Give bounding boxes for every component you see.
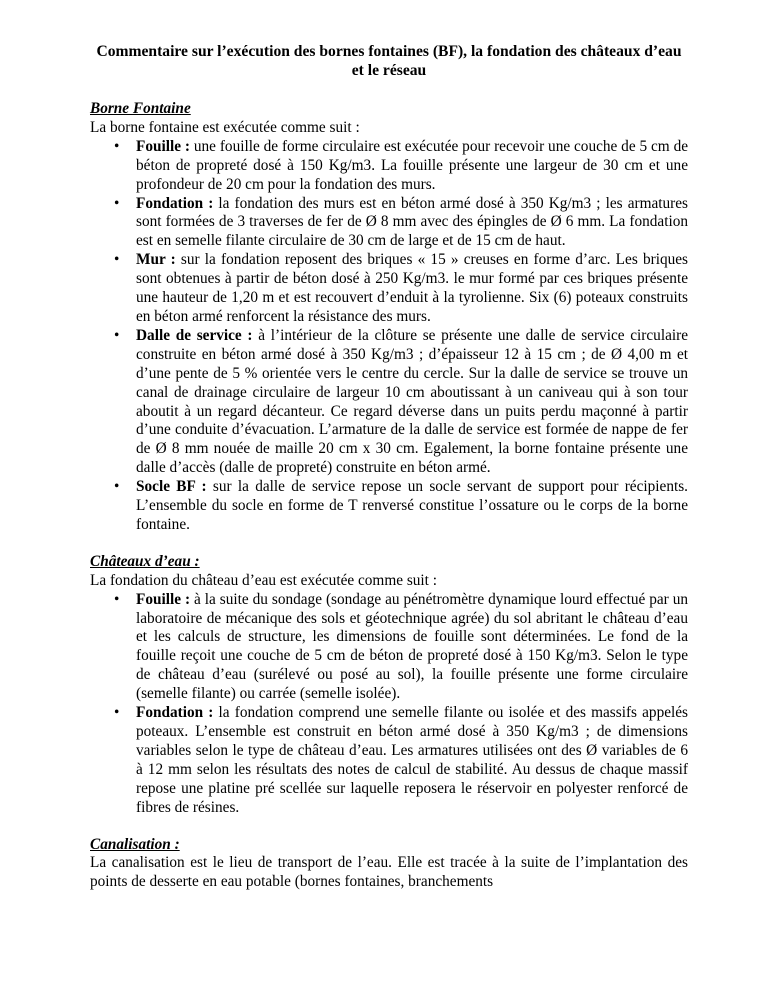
list-item (114, 590, 688, 704)
section-paragraph: La canalisation est le lieu de transport de l’eau. Elle est tracée à la suite de l’implantation des points de desserte en eau potable (bornes fontaines, branchements (90, 854, 688, 891)
item-term: Socle BF : (136, 478, 207, 496)
list-item (114, 137, 689, 195)
bullet-icon: • (114, 478, 120, 496)
item-term: Mur : (136, 251, 176, 269)
item-term: Fouille : (136, 137, 191, 155)
item-text: sur la fondation reposent des briques « 15 » creuses en forme d’arc. Les briques sont obtenues à partir de béton dosé à 250 Kg/m3. le mur formé par ces briques présente une hauteur de 1,20 m et est recouvert d’enduit à la tyrolienne. Six (6) poteaux construits en béton armé renforcent la résistance des murs. (136, 251, 688, 325)
bullet-list (90, 138, 688, 535)
bullet-icon: • (114, 194, 120, 212)
item-text: la fondation des murs est en béton armé dosé à 350 Kg/m3 ; les armatures sont formées de 3 traverses de fer de Ø 8 mm avec des épingles de Ø 6 mm. La fondation est en semelle filante circulaire de 30 cm de large et de 15 cm de haut. (136, 194, 688, 250)
bullet-icon: • (114, 704, 120, 722)
list-item (114, 251, 688, 327)
section-borne-fontaine (90, 100, 688, 535)
item-term: Dalle de service : (136, 326, 253, 344)
item-text: une fouille de forme circulaire est exécutée pour recevoir une couche de 5 cm de béton de propreté dosé à 150 Kg/m3. La fouille présente une largeur de 30 cm et une profondeur de 20 cm pour la fondation des murs. (136, 137, 689, 193)
document-title: Commentaire sur l’exécution des bornes fontaines (BF), la fondation des châteaux d’eau et le réseau (96, 43, 682, 79)
section-intro: La fondation du château d’eau est exécutée comme suit : (90, 571, 438, 589)
section-chateaux-d-eau (90, 553, 688, 818)
bullet-icon: • (114, 251, 120, 269)
item-term: Fouille : (136, 590, 191, 608)
item-text: à la suite du sondage (sondage au pénétromètre dynamique lourd effectué par un laboratoire de mécanique des sols et géotechnique agrée) du sol abritant le château d’eau et les calculs de structure, les dimensions de fouille sont déterminées. Le fond de la fouille reçoit une couche de 5 cm de béton de propreté dosé à 150 Kg/m3. Selon le type de château d’eau (surélevé ou posé au sol), la fouille présente une forme circulaire (semelle filante) ou carrée (semelle isolée). (136, 590, 688, 703)
section-heading: Canalisation : (90, 835, 180, 853)
item-term: Fondation : (136, 704, 214, 722)
item-text: la fondation comprend une semelle filante ou isolée et des massifs appelés poteaux. L’ensemble est construit en béton armé dosé à 350 Kg/m3 ; de dimensions variables selon le type de château d’eau. Les armatures utilisées ont des Ø variables de 6 à 12 mm selon les résultats des notes de calcul de stabilité. Au dessus de chaque massif repose une platine pré scellée sur laquelle reposera le réservoir en polyester renforcé de fibres de résines. (136, 704, 689, 816)
section-intro: La borne fontaine est exécutée comme suit : (90, 118, 360, 136)
item-text: sur la dalle de service repose un socle servant de support pour récipients. L’ensemble du socle en forme de T renversé constitue l’ossature ou le corps de la borne fontaine. (136, 478, 688, 533)
bullet-icon: • (114, 326, 120, 344)
section-heading: Borne Fontaine (90, 100, 191, 117)
item-text: à l’intérieur de la clôture se présente une dalle de service circulaire construite en béton armé dosé à 350 Kg/m3 ; d’épaisseur 12 à 15 cm ; de Ø 4,00 m et d’une pente de 5 % orientée vers le centre du cercle. Sur la dalle de service se trouve un canal de drainage circulaire de largeur 10 cm aboutissant à un caniveau qui à son tour aboutit à un regard décanteur. Ce regard déverse dans un puits perdu maçonné à partir d’une conduite d’évacuation. L’armature de la dalle de service est formée de nappe de fer de Ø 8 mm nouée de maille 20 cm x 30 cm. Egalement, la borne fontaine présente une dalle d’accès (dalle de propreté) construite en béton armé. (136, 326, 688, 477)
item-term: Fondation : (136, 194, 214, 212)
list-item (114, 478, 688, 535)
bullet-icon: • (114, 137, 120, 155)
list-item (114, 704, 689, 817)
list-item (114, 326, 688, 478)
bullet-list (90, 591, 688, 818)
section-heading: Châteaux d’eau : (90, 552, 200, 570)
bullet-icon: • (114, 590, 120, 608)
section-canalisation (90, 836, 688, 893)
list-item (114, 194, 688, 252)
